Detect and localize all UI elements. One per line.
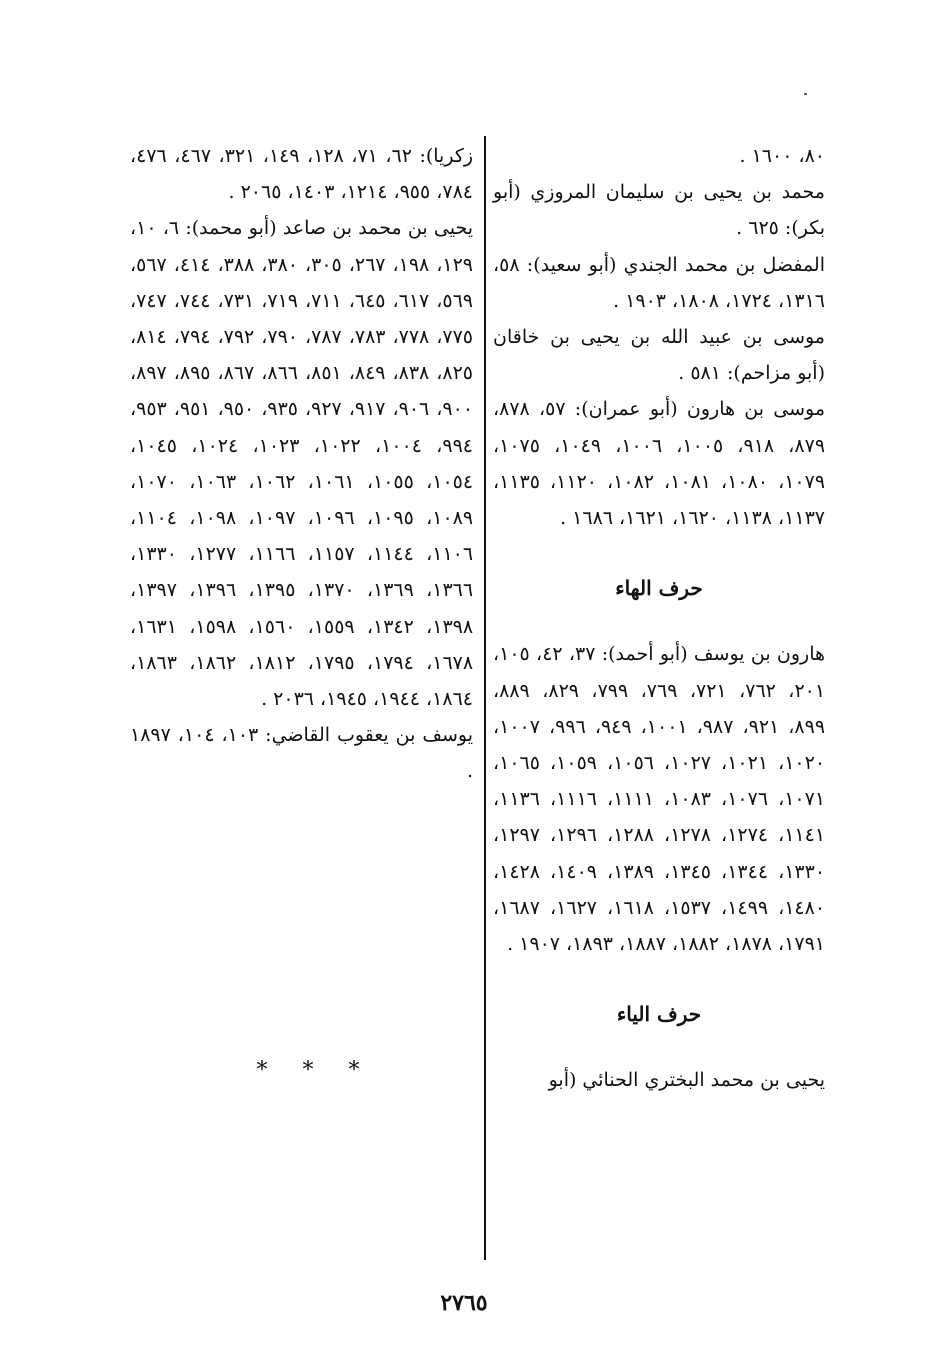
section-heading-ha: حرف الهاء: [615, 576, 703, 601]
left-column: [130, 138, 473, 790]
index-entry: يحيى بن محمد بن صاعد (أبو محمد): ٦، ١٠، ١٢٩، ١٩٨، ٢٦٧، ٣٠٥، ٣٨٠، ٣٨٨، ٤١٤، ٥٦٧، ٥٦٩، ٦١٧، ٦٤٥، ٧١١، ٧١٩، ٧٣١، ٧٤٤، ٧٤٧، ٧٧٥، ٧٧٨، ٧٨٣، ٧٨٧، ٧٩٠، ٧٩٢، ٧٩٤، ٨١٤، ٨٢٥، ٨٣٨، ٨٤٩، ٨٥١، ٨٦٦، ٨٦٧، ٨٩٥، ٨٩٧، ٩٠٠، ٩٠٦، ٩١٧، ٩٢٧، ٩٣٥، ٩٥٠، ٩٥١، ٩٥٣، ٩٩٤، ١٠٠٤، ١٠٢٢، ١٠٢٣، ١٠٢٤، ١٠٤٥، ١٠٥٤، ١٠٥٥، ١٠٦١، ١٠٦٢، ١٠٦٣، ١٠٧٠، ١٠٨٩، ١٠٩٥، ١٠٩٦، ١٠٩٧، ١٠٩٨، ١١٠٤، ١١٠٦، ١١٤٤، ١١٥٧، ١١٦٦، ١٢٧٧، ١٣٣٠، ١٣٦٦، ١٣٦٩، ١٣٧٠، ١٣٩٥، ١٣٩٦، ١٣٩٧، ١٣٩٨، ١٣٤٢، ١٥٥٩، ١٥٦٠، ١٥٩٨، ١٦٣١، ١٦٧٨، ١٧٩٤، ١٧٩٥، ١٨١٢، ١٨٦٢، ١٨٦٣، ١٨٦٤، ١٩٤٤، ١٩٤٥، ٢٠٣٦ .: [130, 217, 474, 711]
page-number: ٢٧٦٥: [440, 1290, 488, 1316]
index-entry: يحيى بن محمد البختري الحنائي (أبو: [548, 1069, 825, 1092]
index-entry: ٨٠، ١٦٠٠ .: [739, 145, 825, 167]
index-entry: موسى بن عبيد الله بن يحيى بن خاقان (أبو مزاحم): ٥٨١ .: [493, 326, 825, 385]
index-entry: محمد بن يحيى بن سليمان المروزي (أبو بكر): ٦٢٥ .: [493, 181, 825, 240]
index-entry: هارون بن يوسف (أبو أحمد): ٣٧، ٤٢، ١٠٥، ٢٠١، ٧٦٢، ٧٢١، ٧٦٩، ٧٩٩، ٨٢٩، ٨٨٩، ٨٩٩، ٩٢١، ٩٨٧، ١٠٠١، ٩٤٩، ٩٩٦، ١٠٠٧، ١٠٢٠، ١٠٢١، ١٠٢٧، ١٠٥٦، ١٠٥٩، ١٠٦٥، ١٠٧١، ١٠٧٦، ١٠٨٣، ١١١١، ١١١٦، ١١٣٦، ١١٤١، ١٢٧٤، ١٢٧٨، ١٢٨٨، ١٢٩٦، ١٢٩٧، ١٣٣٠، ١٣٤٤، ١٣٤٥، ١٣٨٩، ١٤٠٩، ١٤٢٨، ١٤٨٠، ١٤٩٩، ١٥٣٧، ١٦١٨، ١٦٢٧، ١٦٨٧، ١٧٩١، ١٨٧٨، ١٨٨٢، ١٨٨٧، ١٨٩٣، ١٩٠٧ .: [493, 643, 826, 956]
column-divider: [484, 136, 486, 1260]
section-heading-ya: حرف الياء: [616, 1002, 702, 1027]
page-mark: [804, 93, 807, 95]
index-entry: موسى بن هارون (أبو عمران): ٥٧، ٨٧٨، ٨٧٩، ٩١٨، ١٠٠٥، ١٠٠٦، ١٠٤٩، ١٠٧٥، ١٠٧٩، ١٠٨٠، ١٠٨١، ١٠٨٢، ١١٢٠، ١١٣٥، ١١٣٧، ١١٣٨، ١٦٢٠، ١٦٢١، ١٦٨٦ .: [493, 398, 826, 530]
section-end-ornament: * * *: [256, 1058, 374, 1083]
index-entry: زكريا): ٦٢، ٧١، ١٢٨، ١٤٩، ٣٢١، ٤٦٧، ٤٧٦، ٧٨٤، ٩٥٥، ١٢١٤، ١٤٠٣، ٢٠٦٥ .: [130, 145, 474, 204]
index-entry: المفضل بن محمد الجندي (أبو سعيد): ٥٨، ١٣١٦، ١٧٢٤، ١٨٠٨، ١٩٠٣ .: [493, 253, 825, 312]
index-entry: يوسف بن يعقوب القاضي: ١٠٣، ١٠٤، ١٨٩٧ .: [130, 724, 474, 783]
right-column: [493, 138, 825, 1099]
